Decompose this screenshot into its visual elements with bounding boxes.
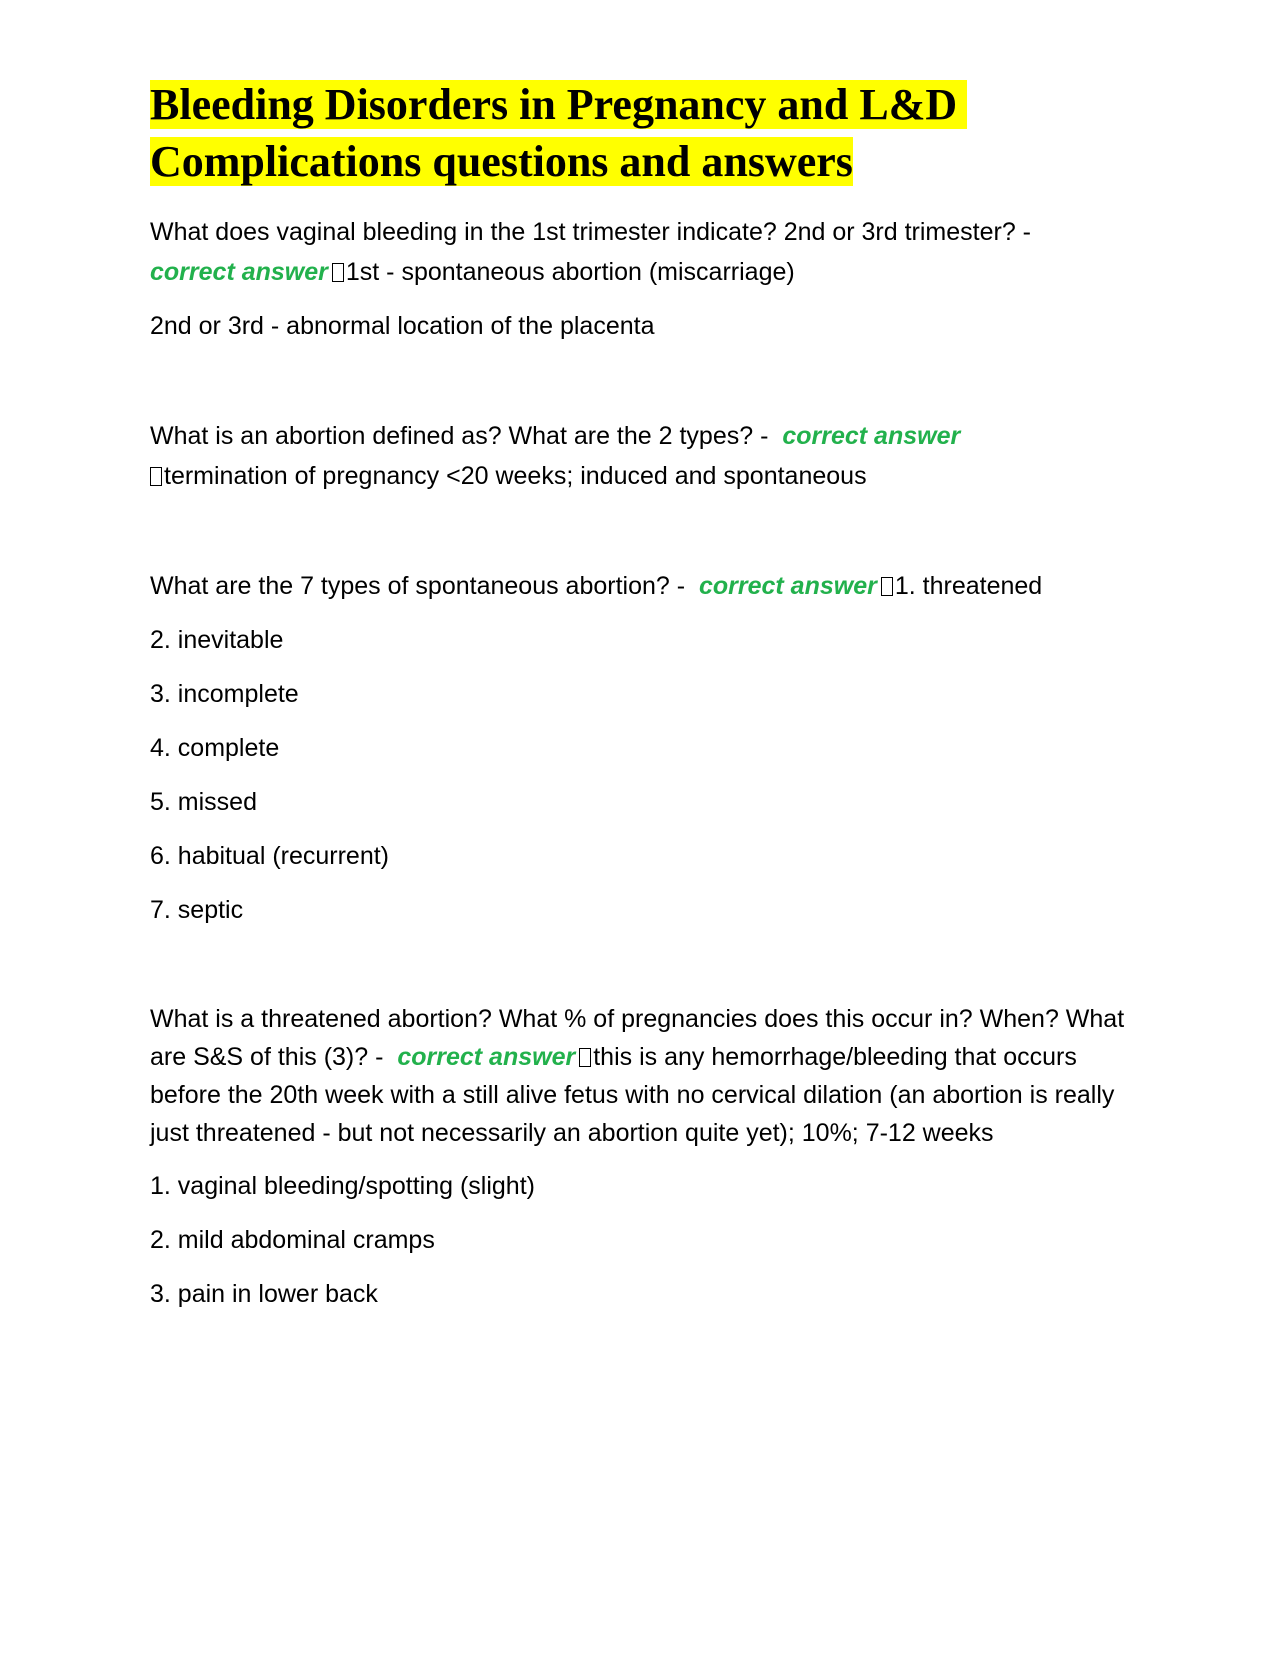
spacer [150, 944, 1130, 1000]
list-item: 4. complete [150, 734, 280, 762]
answer-text: 1st - spontaneous abortion (miscarriage) [345, 258, 795, 286]
correct-answer-label: correct answer [698, 572, 877, 600]
list-item: 5. missed [150, 788, 257, 816]
missing-glyph-icon [579, 1048, 591, 1067]
list-item: 2. mild abdominal cramps [150, 1226, 435, 1254]
qa-2 [150, 416, 1130, 496]
correct-answer-label: correct answer [397, 1043, 576, 1071]
title-line-2: Complications questions and answers [150, 137, 853, 186]
answer-line: 2nd or 3rd - abnormal location of the placenta [150, 312, 655, 340]
qa-3 [150, 566, 1130, 606]
answer-text: this is any hemorrhage/bleeding that occurs before the 20th week with a still alive fetus with no cervical dilation (an abortion is really just threatened - but not necessarily an abortion quite yet); 10%; 7-12 weeks [150, 1043, 1115, 1147]
question-text: What are the 7 types of spontaneous abortion? - [150, 572, 686, 600]
list-item: 3. incomplete [150, 680, 299, 708]
correct-answer-label: correct answer [782, 422, 961, 450]
list-item: 6. habitual (recurrent) [150, 842, 390, 870]
document-title [150, 76, 1150, 190]
list-item: 7. septic [150, 896, 244, 924]
list-item: 2. inevitable [150, 626, 284, 654]
missing-glyph-icon [332, 263, 344, 282]
missing-glyph-icon [150, 467, 162, 486]
question-text: What is a threatened abortion? What % of pregnancies does this occur in? When? What are S&S of this (3)? - [150, 1005, 1125, 1071]
missing-glyph-icon [881, 577, 893, 596]
correct-answer-label: correct answer [150, 258, 328, 286]
qa-1 [150, 212, 1130, 292]
spacer [150, 360, 1130, 416]
document-body [150, 212, 1130, 1328]
title-line-1: Bleeding Disorders in Pregnancy and L&D [150, 80, 967, 129]
question-text: What does vaginal bleeding in the 1st trimester indicate? 2nd or 3rd trimester? - [150, 218, 1032, 246]
answer-text: termination of pregnancy <20 weeks; induced and spontaneous [164, 462, 867, 490]
question-text: What is an abortion defined as? What are the 2 types? - [150, 422, 769, 450]
answer-text: 1. threatened [894, 572, 1043, 600]
spacer [150, 510, 1130, 566]
qa-4 [150, 1000, 1130, 1152]
list-item: 3. pain in lower back [150, 1280, 378, 1308]
list-item: 1. vaginal bleeding/spotting (slight) [150, 1172, 535, 1200]
